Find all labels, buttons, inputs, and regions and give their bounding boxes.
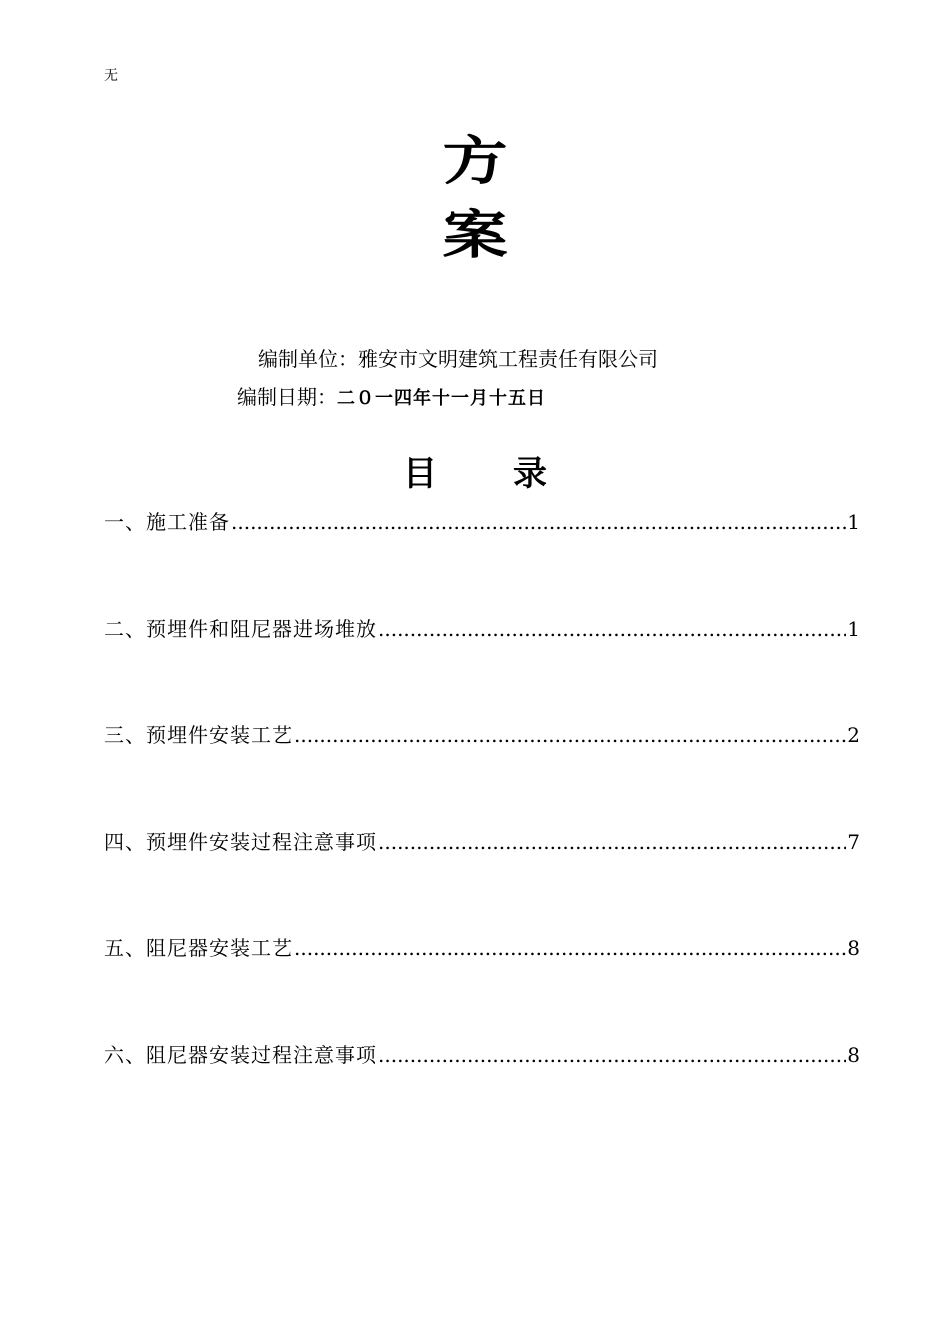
- toc-entry[interactable]: [104, 719, 860, 826]
- toc-entry[interactable]: [104, 1039, 860, 1146]
- compiling-date: [237, 384, 546, 412]
- compiling-unit: [258, 346, 658, 372]
- compiling-unit-value: 雅安市文明建筑工程责任有限公司: [358, 347, 658, 371]
- toc-leader-dots: [378, 826, 846, 858]
- corner-mark: 无: [104, 68, 118, 84]
- toc-entry-label: 五、阻尼器安装工艺: [104, 936, 293, 960]
- toc-entry[interactable]: [104, 613, 860, 720]
- toc-entry-page: 1: [847, 616, 860, 641]
- compiling-date-label: 编制日期：: [237, 385, 337, 409]
- toc-leader-dots: [378, 613, 846, 645]
- compiling-unit-label: 编制单位：: [258, 347, 358, 371]
- toc-leader-dots: [294, 719, 846, 751]
- toc-entry-label: 六、阻尼器安装过程注意事项: [104, 1042, 377, 1067]
- toc-entry-label: 四、预埋件安装过程注意事项: [104, 829, 377, 854]
- toc-list: [104, 506, 860, 1145]
- toc-entry-page: 1: [847, 510, 860, 534]
- toc-leader-dots: [294, 932, 846, 964]
- toc-title-left: 目: [403, 454, 437, 494]
- toc-entry-label: 二、预埋件和阻尼器进场堆放: [104, 616, 377, 641]
- toc-leader-dots: [378, 1039, 846, 1071]
- toc-entry[interactable]: [104, 932, 860, 1039]
- toc-entry-page: 7: [847, 829, 860, 854]
- compiling-date-value: 二０一四年十一月十五日: [337, 388, 546, 409]
- toc-entry-page: 8: [847, 936, 860, 960]
- toc-entry-label: 一、施工准备: [104, 510, 230, 534]
- toc-entry-page: 2: [847, 723, 860, 747]
- toc-title-right: 录: [513, 454, 547, 494]
- toc-leader-dots: [231, 506, 846, 538]
- toc-title: [0, 452, 950, 496]
- toc-entry-page: 8: [847, 1042, 860, 1067]
- toc-entry[interactable]: [104, 826, 860, 933]
- toc-entry-label: 三、预埋件安装工艺: [104, 723, 293, 747]
- cover-title-line-2: 案: [442, 205, 508, 266]
- cover-title-line-1: 方: [442, 131, 508, 192]
- toc-entry[interactable]: [104, 506, 860, 613]
